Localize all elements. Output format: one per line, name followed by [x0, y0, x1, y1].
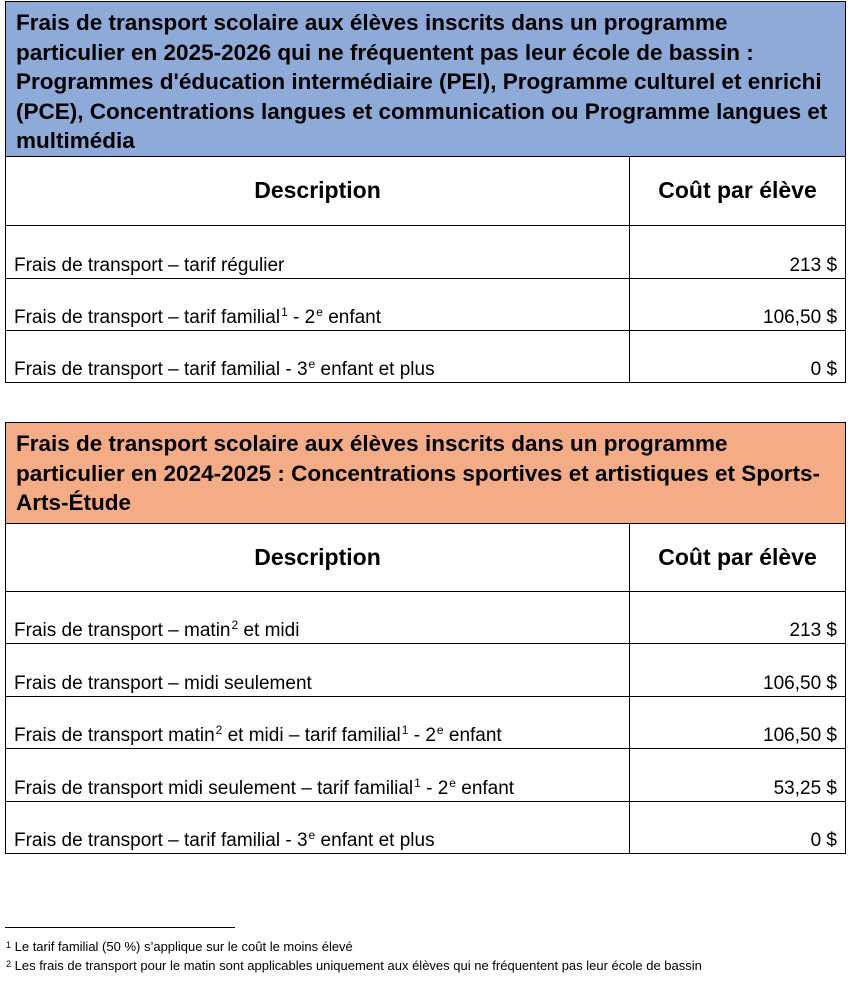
table-row	[6, 749, 846, 802]
row-description	[6, 330, 630, 382]
row-cost: 106,50 $	[630, 697, 846, 749]
text-run: Frais de transport – tarif régulier	[14, 254, 285, 276]
footnote-mark: 1	[6, 940, 12, 950]
row-description	[6, 278, 630, 330]
text-run: Frais de transport – tarif familial - 3	[14, 358, 308, 380]
footnote-separator	[5, 927, 235, 928]
superscript: e	[316, 304, 323, 319]
row-description	[6, 644, 630, 697]
footnote-text: Les frais de transport pour le matin sont applicables uniquement aux élèves qui ne fréquentent pas leur école de bassin	[11, 958, 702, 973]
footnote-text: Le tarif familial (50 %) s’applique sur le coût le moins élevé	[11, 939, 353, 954]
fee-table-2025-2026	[5, 1, 846, 383]
row-description	[6, 697, 630, 749]
row-cost: 106,50 $	[630, 644, 846, 697]
table-row	[6, 225, 846, 278]
table-row	[6, 278, 846, 330]
row-description	[6, 749, 630, 802]
row-cost: 0 $	[630, 802, 846, 854]
table-row	[6, 330, 846, 382]
text-run: enfant et plus	[315, 358, 435, 380]
text-run: enfant	[443, 725, 502, 746]
text-run: - 2	[287, 306, 316, 328]
superscript: 2	[215, 723, 223, 737]
row-description	[6, 592, 630, 644]
text-run: Frais de transport matin	[14, 725, 215, 746]
row-cost: 0 $	[630, 330, 846, 382]
row-description	[6, 802, 630, 854]
text-run: - 2	[408, 725, 436, 746]
superscript: e	[308, 356, 316, 371]
table-row	[6, 697, 846, 749]
footnote-1	[5, 937, 702, 956]
column-header-description: Description	[6, 156, 630, 225]
column-header-description: Description	[6, 524, 630, 592]
superscript: e	[449, 776, 456, 790]
table-row	[6, 802, 846, 854]
row-cost: 106,50 $	[630, 278, 846, 330]
row-cost: 213 $	[630, 592, 846, 644]
footnote-mark: 2	[6, 959, 12, 969]
table-row	[6, 644, 846, 697]
row-description	[6, 225, 630, 278]
footnote-2	[5, 956, 702, 975]
fee-table-2024-2025	[5, 422, 846, 854]
table-title: Frais de transport scolaire aux élèves inscrits dans un programme particulier en 2025-2026 qui ne fréquentent pas leur école de bassin : Programmes d'éducation intermédiaire (PEI), Programme culturel et enrichi (PCE), Concentrations langues et communication ou Programme langues et multimédia	[6, 2, 846, 157]
text-run: enfant	[322, 306, 382, 328]
superscript: e	[308, 828, 316, 842]
text-run: Frais de transport – matin	[14, 620, 231, 641]
superscript: 1	[281, 304, 288, 319]
row-cost: 213 $	[630, 225, 846, 278]
text-run: et midi – tarif familial	[222, 725, 401, 746]
table-row	[6, 592, 846, 644]
row-cost: 53,25 $	[630, 749, 846, 802]
text-run: Frais de transport midi seulement – tarif familial	[14, 778, 414, 799]
superscript: e	[436, 723, 444, 737]
table-title: Frais de transport scolaire aux élèves inscrits dans un programme particulier en 2024-2025 : Concentrations sportives et artistiques et Sports-Arts-Étude	[6, 423, 846, 524]
text-run: enfant et plus	[315, 830, 435, 851]
column-header-cost: Coût par élève	[630, 524, 846, 592]
text-run: Frais de transport – tarif familial	[14, 306, 281, 328]
text-run: - 2	[420, 778, 449, 799]
text-run: Frais de transport – midi seulement	[14, 673, 312, 694]
column-header-cost: Coût par élève	[630, 156, 846, 225]
footnotes	[5, 937, 702, 975]
superscript: 2	[231, 618, 239, 632]
superscript: 1	[401, 723, 409, 737]
superscript: 1	[414, 776, 421, 790]
text-run: et midi	[238, 620, 300, 641]
text-run: Frais de transport – tarif familial - 3	[14, 830, 308, 851]
text-run: enfant	[455, 778, 515, 799]
